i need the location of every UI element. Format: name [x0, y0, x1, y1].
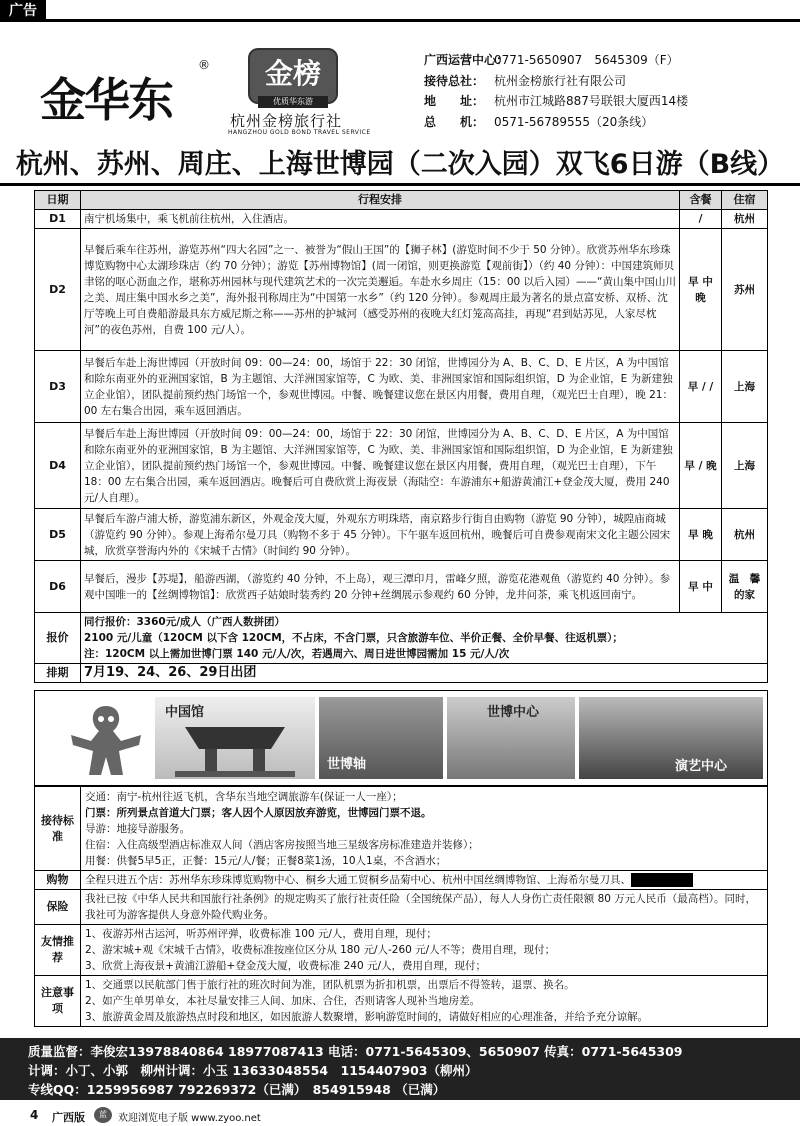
day-label: D6 [35, 561, 81, 613]
table-row [35, 561, 768, 613]
service-line: 导游：地接导游服务。 [85, 822, 190, 835]
photo-expo-axis [319, 697, 443, 779]
magazine-logo-icon: 蓝 [94, 1107, 112, 1123]
header-stay: 住宿 [722, 191, 768, 210]
jinbang-name: 杭州金榜旅行社 [230, 112, 343, 130]
page-footer [0, 1104, 800, 1126]
footer-line: 专线QQ：1259956987 792269372（已满） 854915948 （已满） [28, 1082, 446, 1097]
recommend-line: 1、夜游苏州古运河，听苏州评弹，收费标准 100 元/人，费用自理，现付； [85, 928, 437, 940]
contact-row: 广西运营中心：0771-5650907 5645309（F） [424, 53, 679, 67]
day-label: D3 [35, 351, 81, 423]
recommend-row [35, 925, 768, 976]
info-table [34, 786, 768, 1027]
day-plan: 南宁机场集中，乘飞机前往杭州，入住酒店。 [81, 210, 680, 229]
day-meal: 早 中 [680, 561, 722, 613]
ad-tag: 广告 [0, 0, 46, 22]
table-row [35, 210, 768, 229]
contact-row: 总 机： 0571-56789555（20条线） [424, 114, 654, 129]
recommend-content [81, 925, 768, 976]
registered-mark: ® [198, 58, 210, 72]
shopping-row [35, 871, 768, 890]
day-stay: 上海 [722, 351, 768, 423]
redaction-block [631, 873, 693, 887]
price-label: 报价 [35, 613, 81, 664]
day-label: D1 [35, 210, 81, 229]
haibao-mascot-icon [61, 701, 151, 781]
page-title: 杭州、苏州、周庄、上海世博园（二次入园）双飞6日游（B线） [0, 146, 800, 186]
day-label: D5 [35, 509, 81, 561]
notes-line: 3、旅游黄金周及旅游热点时段和地区，如因旅游人数聚增，影响游览时间的，请做好相应的心理准备，并给予充分谅解。 [85, 1011, 649, 1023]
table-header-row [35, 191, 768, 210]
day-plan: 早餐后车赴上海世博园（开放时间 09：00—24：00，场馆于 22：30 闭馆，世博园分为 A、B、C、D、E 片区，A 为中国馆和除东南亚外的亚洲国家馆，B 为主题馆、大洋洲国家馆等，C 为欧、美、非洲国家馆和国际组织馆，D 为企业馆，E 为新建独立企业馆），团队提前预约热门场馆一个，参观世博园。中餐、晚餐建议您在景区内用餐，费用自理，（观光巴士自理），晚 21：00 左右集合出园，乘车返回酒店。 [81, 351, 680, 423]
edition-label: 广西版 [52, 1111, 85, 1124]
day-meal: 早 / / [680, 351, 722, 423]
service-label: 接待标准 [35, 787, 81, 871]
china-pavilion-icon [175, 723, 295, 777]
page-number: 4 [30, 1108, 39, 1122]
table-row [35, 229, 768, 351]
day-meal: 早 中 晚 [680, 229, 722, 351]
shopping-content [81, 871, 768, 890]
photo-expo-center [447, 697, 575, 779]
day-stay: 上海 [722, 423, 768, 509]
schedule-row [35, 664, 768, 683]
shopping-label: 购物 [35, 871, 81, 890]
day-plan: 早餐后车赴上海世博园（开放时间 09：00—24：00，场馆于 22：30 闭馆，世博园分为 A、B、C、D、E 片区，A 为中国馆和除东南亚外的亚洲国家馆，B 为主题馆、大洋洲国家馆等，C 为欧、美、非洲国家馆和国际组织馆，D 为企业馆，E 为新建独立企业馆），团队提前预约热门场馆一个，参观世博园。中餐、晚餐建议您在景区内用餐，费用自理，（观光巴士自理），下午 18：00 左右集合出园，乘车返回酒店。晚餐后可自费欣赏上海夜景（海陆空：车游浦东+船游黄浦江+登金茂大厦，费用 240 元/人自理）。 [81, 423, 680, 509]
contact-block [424, 50, 688, 132]
service-line: 住宿：入住高级型酒店标准双人间（酒店客房按照当地三星级客房标准建造并装修）； [85, 838, 479, 851]
service-content [81, 787, 768, 871]
jinhuadong-logo [40, 46, 210, 127]
service-line: 门票：所列景点首道大门票；客人因个人原因放弃游览，世博园门票不退。 [85, 806, 432, 819]
day-stay: 苏州 [722, 229, 768, 351]
service-line: 用餐：供餐5早5正，正餐：15元/人/餐；正餐8菜1汤，10人1桌，不含酒水； [85, 854, 447, 867]
brand1-text: 金华东 [40, 73, 172, 127]
photo-caption: 中国馆 [165, 705, 205, 720]
insurance-row [35, 890, 768, 925]
day-stay: 杭州 [722, 210, 768, 229]
day-meal: / [680, 210, 722, 229]
schedule-value: 7月19、24、26、29日出团 [81, 664, 768, 683]
day-plan: 早餐后乘车往苏州，游览苏州“四大名园”之一、被誉为“假山王国”的【狮子林】(游览时间不少于 50 分钟）。欣赏苏州华东珍珠博览购物中心太湖珍珠店（约 70 分钟）；游览【苏州博物馆】(周一闭馆，则更换游览【观前街】）（约 40 分钟）：中国建筑师贝聿铭的呕心沥血之作，堪称苏州园林与现代建筑艺术的一次完美邂逅。车赴水乡周庄（15：00 以后入园）——“黄山集中国山川之美、周庄集中国水乡之美”，海外报刊称周庄为“中国第一水乡”（约 120 分钟）。参观周庄最为著名的景点富安桥、双桥、沈厅等晚上可自费船游最具东方威尼斯之称——苏州的护城河（感受苏州的夜晚大红灯笼高高挂，再现“君到姑苏见，人家尽枕河”的夜色苏州，自费 100 元/人）。 [81, 229, 680, 351]
day-stay: 杭州 [722, 509, 768, 561]
table-row [35, 351, 768, 423]
service-row [35, 787, 768, 871]
footer-contact-bar [0, 1038, 800, 1100]
notes-content [81, 976, 768, 1027]
itinerary-table [34, 190, 768, 683]
photo-strip [34, 690, 768, 786]
day-label: D2 [35, 229, 81, 351]
recommend-line: 3、欣赏上海夜景+黄浦江游船+登金茂大厦，收费标准 240 元/人，费用自理，现付； [85, 960, 487, 972]
insurance-value: 我社已按《中华人民共和国旅行社条例》的规定购买了旅行社责任险（全国统保产品），每人人身伤亡责任限额 80 万元人民币（最高档）。同时，我社可为游客提供人身意外险代购业务。 [81, 890, 768, 925]
photo-caption: 演艺中心 [675, 759, 728, 774]
insurance-label: 保险 [35, 890, 81, 925]
footer-line: 质量监督：李俊宏13978840864 18977087413 电话：0771-5645309、5650907 传真：0771-5645309 [28, 1044, 683, 1059]
price-content [81, 613, 768, 664]
top-bar [0, 0, 800, 22]
header-day: 日期 [35, 191, 81, 210]
header [0, 26, 800, 144]
price-row [35, 613, 768, 664]
day-label: D4 [35, 423, 81, 509]
jinbang-ribbon: 优质华东游 [258, 96, 328, 108]
service-line: 交通：南宁-杭州往返飞机，含华东当地空调旅游车(保证一人一座）； [85, 790, 403, 803]
jinbang-logo [222, 46, 372, 136]
jinbang-english: HANGZHOU GOLD BOND TRAVEL SERVICE [228, 129, 371, 136]
notes-line: 1、交通票以民航部门售于旅行社的班次时间为准，团队机票为折扣机票，出票后不得签转，退票、换名。 [85, 979, 575, 991]
price-line: 注：120CM 以上需加世博门票 140 元/人/次，若遇周六、周日进世博园需加 15 元/人/次 [84, 648, 510, 660]
notes-row [35, 976, 768, 1027]
photo-caption: 世博轴 [327, 757, 367, 772]
recommend-line: 2、游宋城+观《宋城千古情》，收费标准按座位区分从 180 元/人-260 元/人不等；费用自理，现付； [85, 944, 556, 956]
footer-line: 计调：小丁、小郭 柳州计调：小玉 13633048554 1154407903（柳州） [28, 1063, 478, 1078]
website-link[interactable]: 欢迎浏览电子版 www.zyoo.net [118, 1113, 261, 1124]
shopping-value: 全程只进五个店：苏州华东珍珠博览购物中心、桐乡大通工贸桐乡品菊中心、杭州中国丝绸博物馆、上海希尔曼刀具、 [85, 874, 631, 886]
recommend-label: 友情推荐 [35, 925, 81, 976]
notes-label: 注意事项 [35, 976, 81, 1027]
price-line: 同行报价：3360元/成人（广西人数拼团） [84, 616, 286, 628]
day-plan: 早餐后，漫步【苏堤】，船游西湖，（游览约 40 分钟，不上岛），观三潭印月，雷峰夕照，游览花港观鱼（游览约 40 分钟）。参观中国唯一的【丝绸博物馆】：欣赏西子姑娘时装秀约 20 分钟+丝绸展示参观约 60 分钟，龙井问茶，乘飞机返回南宁。 [81, 561, 680, 613]
photo-china-pavilion [155, 697, 315, 779]
day-stay: 温 馨 的家 [722, 561, 768, 613]
table-row [35, 509, 768, 561]
contact-row: 地 址： 杭州市江城路887号联银大厦西14楼 [424, 94, 689, 108]
photo-performance-center [579, 697, 763, 779]
price-line: 2100 元/儿童（120CM 以下含 120CM，不占床，不含门票，只含旅游车位、半价正餐、全价早餐、往返机票）； [84, 632, 623, 644]
photo-caption: 世博中心 [487, 705, 540, 720]
day-meal: 早 / 晚 [680, 423, 722, 509]
schedule-label: 排期 [35, 664, 81, 683]
header-plan: 行程安排 [81, 191, 680, 210]
contact-row: 接待总社： 杭州金榜旅行社有限公司 [424, 73, 627, 88]
day-meal: 早 晚 [680, 509, 722, 561]
jinbang-seal: 金榜 [248, 48, 338, 104]
day-plan: 早餐后车游卢浦大桥，游览浦东新区，外观金茂大厦，外观东方明珠塔，南京路步行街自由购物（游览 90 分钟），城隍庙商城（游览约 90 分钟）。参观上海希尔曼刀具（购物不多于 45 分钟）。下午驱车返回杭州，晚餐后可自费参观南宋文化主题公园宋城，欣赏享誉海内外的《宋城千古情》（时间约 90 分钟）。 [81, 509, 680, 561]
notes-line: 2、如产生单男单女，本社尽量安排三人间、加床、合住，否则请客人现补当地房差。 [85, 995, 481, 1007]
header-meal: 含餐 [680, 191, 722, 210]
table-row [35, 423, 768, 509]
